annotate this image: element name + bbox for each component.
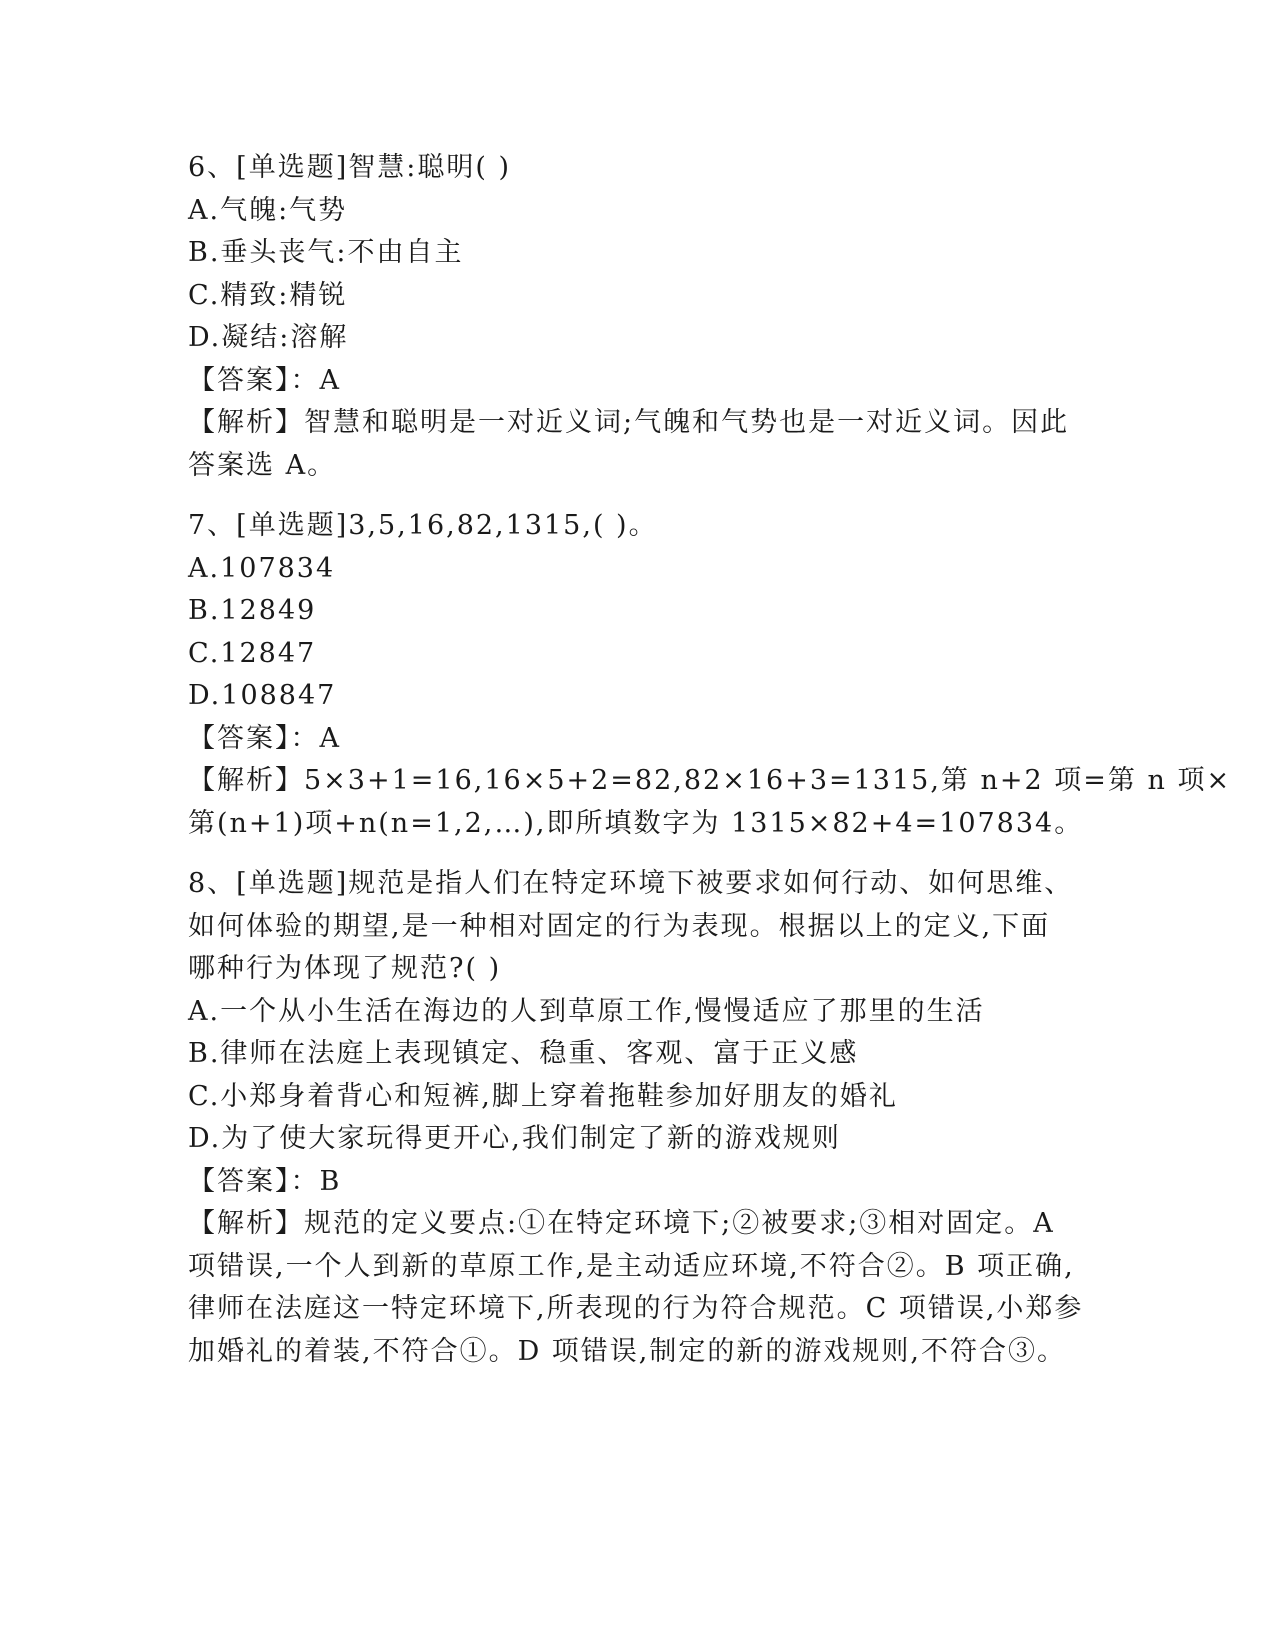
analysis-line: 【解析】5×3+1=16,16×5+2=82,82×16+3=1315,第 n+2 项=第 n 项×	[188, 765, 1232, 796]
option-c: C.小郑身着背心和短裤,脚上穿着拖鞋参加好朋友的婚礼	[188, 1080, 898, 1112]
question-block	[188, 863, 1088, 1373]
question-spacer	[188, 845, 1088, 863]
document-page	[188, 147, 1232, 1373]
question-block	[188, 147, 1088, 487]
question-spacer	[188, 487, 1088, 505]
option-d: D.为了使大家玩得更开心,我们制定了新的游戏规则	[188, 1123, 841, 1154]
option-d: D.凝结:溶解	[188, 322, 349, 353]
question-block	[188, 505, 1232, 845]
analysis-line: 【解析】规范的定义要点:①在特定环境下;②被要求;③相对固定。A	[188, 1208, 1055, 1239]
answer-line: 【答案】：A	[188, 722, 341, 754]
question-stem: 6、[单选题]智慧:聪明( )	[188, 152, 511, 183]
question-stem: 8、[单选题]规范是指人们在特定环境下被要求如何行动、如何思维、	[188, 868, 1074, 899]
option-d: D.108847	[188, 680, 337, 711]
question-stem: 哪种行为体现了规范?( )	[188, 953, 502, 984]
option-b: B.垂头丧气:不由自主	[188, 237, 464, 268]
question-stem: 7、[单选题]3,5,16,82,1315,( )。	[188, 510, 658, 541]
analysis-line: 第(n+1)项+n(n=1,2,…),即所填数字为 1315×82+4=107834。	[188, 807, 1084, 839]
analysis-line: 【解析】智慧和聪明是一对近义词;气魄和气势也是一对近义词。因此	[188, 407, 1070, 438]
option-c: C.精致:精锐	[188, 279, 348, 311]
analysis-line: 律师在法庭这一特定环境下,所表现的行为符合规范。C 项错误,小郑参	[188, 1293, 1084, 1324]
analysis-line: 答案选 A。	[188, 449, 337, 481]
analysis-line: 加婚礼的着装,不符合①。D 项错误,制定的新的游戏规则,不符合③。	[188, 1335, 1066, 1367]
answer-line: 【答案】：A	[188, 364, 341, 396]
answer-line: 【答案】：B	[188, 1165, 342, 1197]
analysis-line: 项错误,一个人到新的草原工作,是主动适应环境,不符合②。B 项正确,	[188, 1250, 1075, 1282]
option-b: B.12849	[188, 595, 317, 626]
option-a: A.一个从小生活在海边的人到草原工作,慢慢适应了那里的生活	[188, 995, 985, 1027]
option-c: C.12847	[188, 637, 317, 669]
option-a: A.107834	[188, 552, 336, 584]
option-b: B.律师在法庭上表现镇定、稳重、客观、富于正义感	[188, 1038, 859, 1069]
question-stem: 如何体验的期望,是一种相对固定的行为表现。根据以上的定义,下面	[188, 910, 1051, 942]
option-a: A.气魄:气势	[188, 194, 348, 226]
